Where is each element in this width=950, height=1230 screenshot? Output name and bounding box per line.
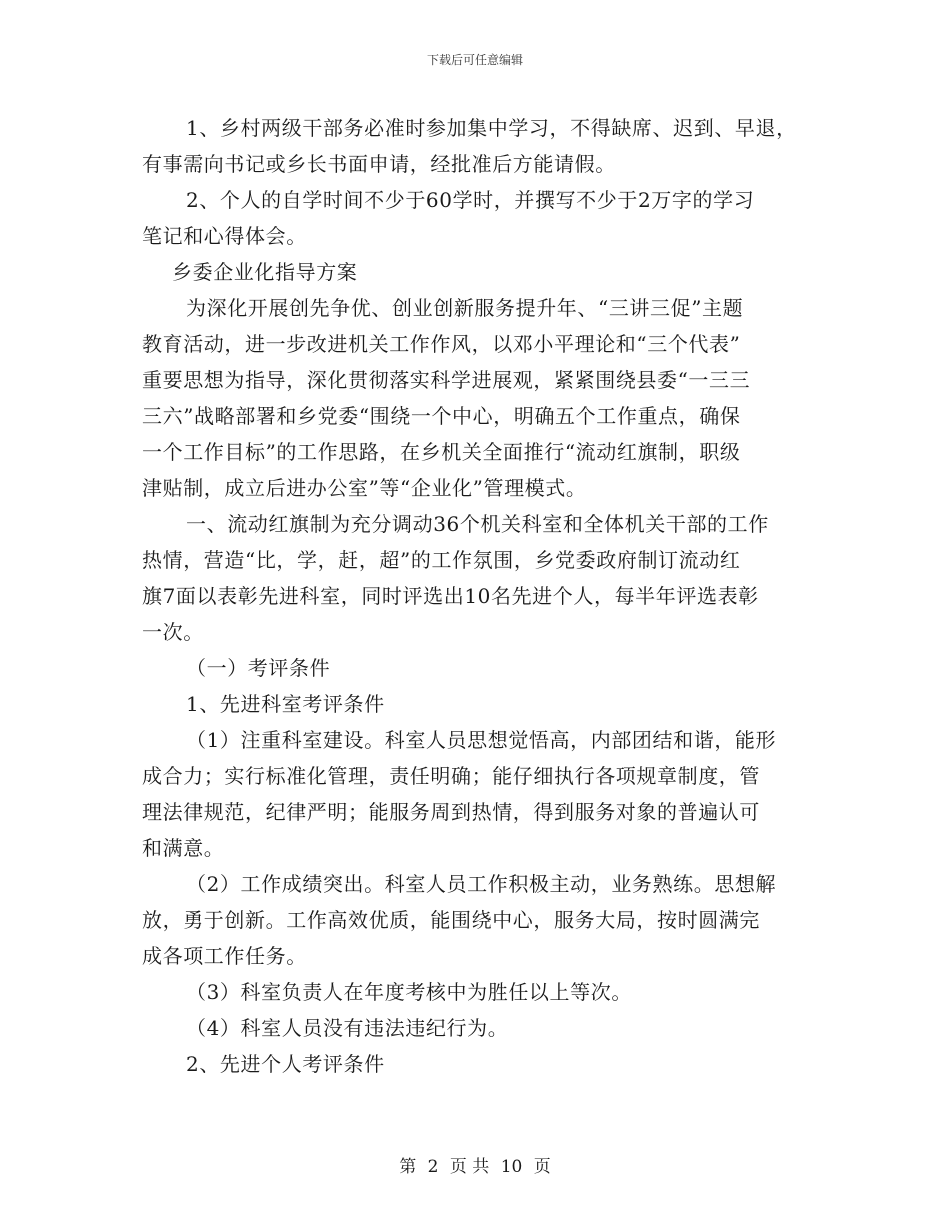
text-line: （1）注重科室建设。科室人员思想觉悟高，内部团结和谐，能形 (186, 728, 777, 752)
footer-prefix: 第 (399, 1157, 417, 1177)
text-line: 旗7面以表彰先进科室，同时评选出10名先进个人，每半年评选表彰 (142, 584, 759, 608)
subsection-title: （一）考评条件 (186, 656, 331, 680)
footer-current-page: 2 (427, 1157, 439, 1177)
text-line: 重要思想为指导，深化贯彻落实科学进展观，紧紧围绕县委“一三三 (142, 368, 751, 392)
subsection-title: 1、先进科室考评条件 (186, 692, 385, 716)
footer-total-pages: 10 (500, 1157, 523, 1177)
text-line: 教育活动，进一步改进机关工作作风，以邓小平理论和“三个代表” (142, 332, 741, 356)
text-line: 理法律规范，纪律严明；能服务周到热情，得到服务对象的普遍认可 (142, 800, 760, 824)
text-line: 一个工作目标”的工作思路，在乡机关全面推行“流动红旗制，职级 (142, 440, 741, 464)
text-line: 为深化开展创先争优、创业创新服务提升年、“三讲三促”主题 (186, 296, 744, 320)
text-line: （3）科室负责人在年度考核中为胜任以上等次。 (186, 980, 632, 1004)
text-line: 津贴制，成立后进办公室”等“企业化”管理模式。 (142, 476, 587, 500)
text-line: 放，勇于创新。工作高效优质，能围绕中心，服务大局，按时圆满完 (142, 908, 760, 932)
footer-suffix: 页 (533, 1157, 551, 1177)
text-line: 热情，营造“比，学，赶，超”的工作氛围，乡党委政府制订流动红 (142, 548, 741, 572)
text-line: 笔记和心得体会。 (142, 224, 307, 248)
text-line: （4）科室人员没有违法违纪行为。 (186, 1016, 509, 1040)
document-body (142, 110, 832, 1082)
text-line: （2）工作成绩突出。科室人员工作积极主动，业务熟练。思想解 (186, 872, 777, 896)
text-line: 成合力；实行标准化管理，责任明确；能仔细执行各项规章制度，管 (142, 764, 760, 788)
text-line: 一次。 (142, 620, 204, 644)
text-line: 和满意。 (142, 836, 225, 860)
subsection-title: 2、先进个人考评条件 (186, 1052, 385, 1076)
text-line: 一、流动红旗制为充分调动36个机关科室和全体机关干部的工作 (186, 512, 769, 536)
text-line: 三六”战略部署和乡党委“围绕一个中心，明确五个工作重点，确保 (142, 404, 741, 428)
text-line: 1、乡村两级干部务必准时参加集中学习，不得缺席、迟到、早退， (186, 116, 797, 140)
page-header-note: 下载后可任意编辑 (426, 53, 523, 67)
text-line: 有事需向书记或乡长书面申请，经批准后方能请假。 (142, 152, 616, 176)
text-line: 2、个人的自学时间不少于60学时，并撰写不少于2万字的学习 (186, 188, 755, 212)
text-line: 成各项工作任务。 (142, 944, 307, 968)
page-number-footer (0, 1156, 950, 1178)
footer-middle: 页 共 (449, 1157, 490, 1177)
section-title: 乡委企业化指导方案 (172, 260, 358, 284)
